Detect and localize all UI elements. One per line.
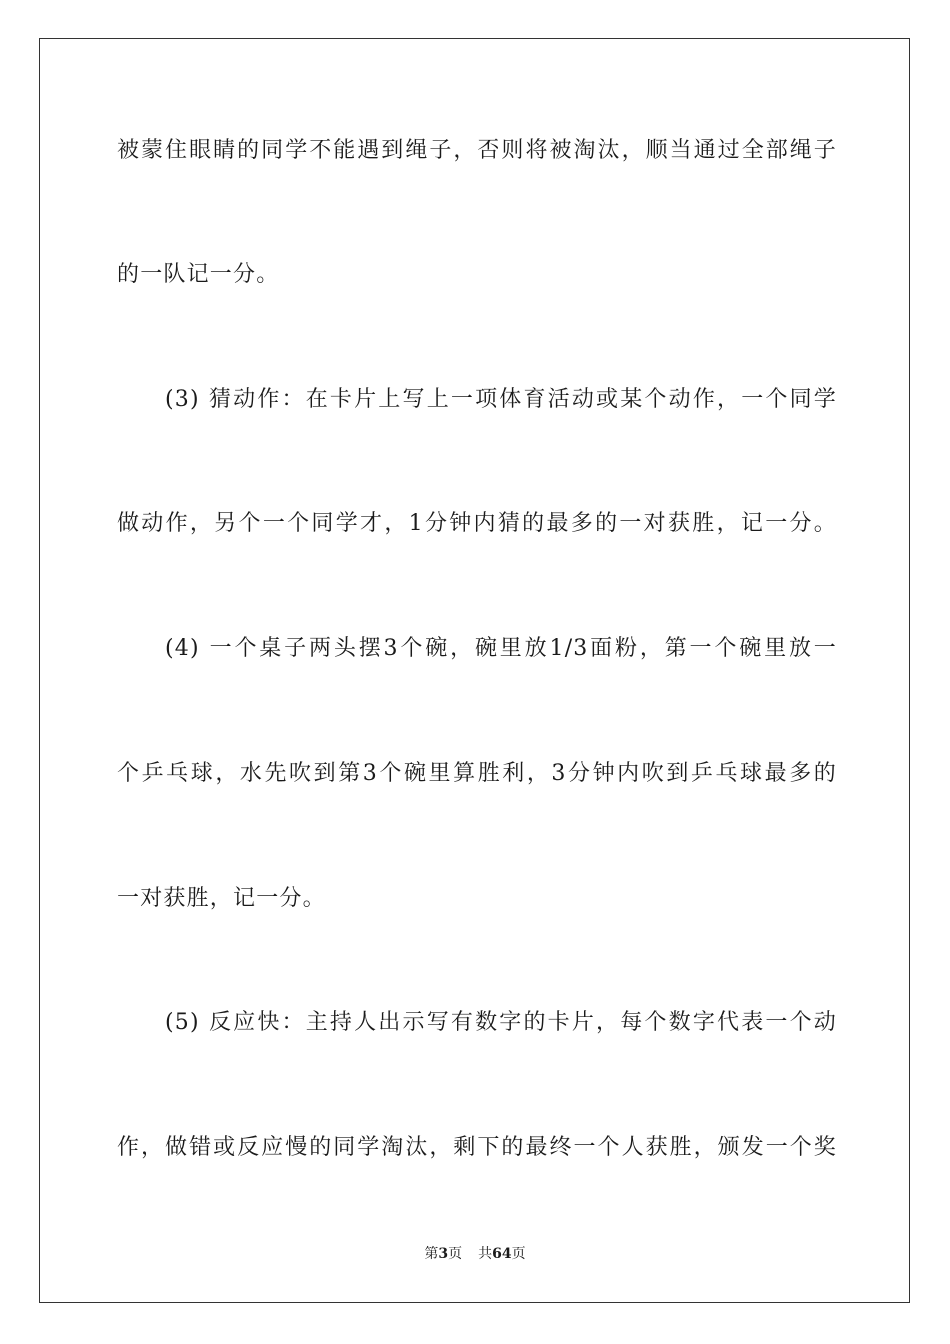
- paragraph-line: 个乒乓球，水先吹到第3个碗里算胜利，3分钟内吹到乒乓球最多的: [117, 761, 837, 786]
- paragraph-line: 一对获胜，记一分。: [117, 886, 326, 911]
- total-pages: 64: [492, 1246, 512, 1262]
- paragraph-line: (5) 反应快：主持人出示写有数字的卡片，每个数字代表一个动: [165, 1010, 837, 1035]
- paragraph-line: (3) 猜动作：在卡片上写上一项体育活动或某个动作，一个同学: [165, 387, 837, 412]
- page-suffix: 页: [448, 1246, 463, 1262]
- page-prefix: 第: [424, 1246, 439, 1262]
- page-number: 3: [438, 1246, 449, 1262]
- paragraph-line: (4) 一个桌子两头摆3个碗，碗里放1/3面粉，第一个碗里放一: [165, 636, 837, 661]
- total-suffix: 页: [511, 1246, 526, 1262]
- total-prefix: 共: [478, 1246, 493, 1262]
- paragraph-line: 作，做错或反应慢的同学淘汰，剩下的最终一个人获胜，颁发一个奖: [117, 1135, 837, 1160]
- paragraph-line: 做动作，另个一个同学才，1分钟内猜的最多的一对获胜，记一分。: [117, 511, 837, 536]
- paragraph-line: 的一队记一分。: [117, 262, 280, 287]
- page-footer: [0, 1244, 950, 1264]
- page-border: [39, 38, 910, 1303]
- paragraph-line: 被蒙住眼睛的同学不能遇到绳子，否则将被淘汰，顺当通过全部绳子: [117, 138, 837, 163]
